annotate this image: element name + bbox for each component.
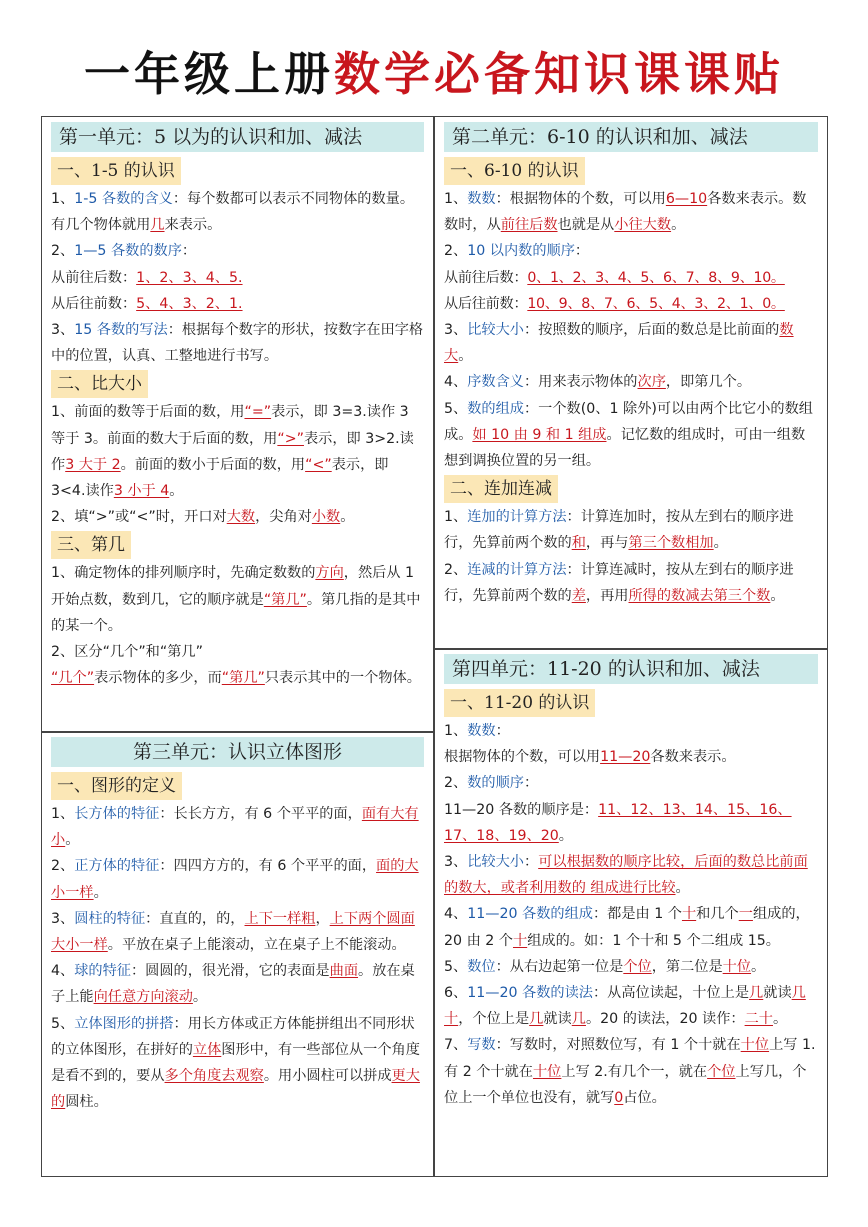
unit1-sec2-heading: 二、比大小 bbox=[51, 370, 148, 398]
unit1-item3: 3、15 各数的写法：根据每个数字的形状，按数字在田字格中的位置，认真、工整地进行书写。 bbox=[51, 322, 424, 365]
unit1-forward-count: 从前往后数：1、2、3、4、5. bbox=[51, 269, 243, 286]
unit3-panel bbox=[43, 733, 432, 1115]
unit2-add-chain: 1、连加的计算方法：计算连加时，按从左到右的顺序进行，先算前两个数的和，再与第三个数相加。 bbox=[444, 509, 794, 552]
unit4-item2: 2、数的顺序： bbox=[444, 775, 539, 792]
unit2-sub-chain: 2、连减的计算方法：计算连减时，按从左到右的顺序进行，先算前两个数的差，再用所得的数减去第三个数。 bbox=[444, 561, 794, 604]
unit1-order-1: 1、确定物体的排列顺序时，先确定数数的方向，然后从 1 开始点数，数到几，它的顺序就是“第几”。第几指的是其中的某一个。 bbox=[51, 565, 421, 634]
unit4-item6: 6、11—20 各数的读法：从高位读起，十位上是几就读几十，个位上是几就读几。20 的读法，20 读作：二十。 bbox=[444, 985, 806, 1028]
unit1-item1: 1、1-5 各数的含义：每个数都可以表示不同物体的数量。有几个物体就用几来表示。 bbox=[51, 191, 415, 234]
unit4-item7: 7、写数：写数时，对照数位写，有 1 个十就在十位上写 1.有 2 个十就在十位上写 2.有几个一，就在个位上写几，个位上一个单位也没有，就写0占位。 bbox=[444, 1037, 816, 1106]
unit1-order-2: 2、区分“几个”和“第几” bbox=[51, 644, 203, 661]
unit4-item1: 1、数数： bbox=[444, 723, 510, 739]
unit1-compare-2: 2、填“>”或“<”时，开口对大数，尖角对小数。 bbox=[51, 509, 355, 526]
unit3-cube: 2、正方体的特征：四四方方的，有 6 个平平的面，面的大小一样。 bbox=[51, 858, 419, 901]
unit4-sec1-heading: 一、11-20 的认识 bbox=[444, 689, 595, 717]
unit4-panel bbox=[436, 650, 826, 1111]
unit3-sec1-heading: 一、图形的定义 bbox=[51, 772, 182, 800]
unit3-cuboid: 1、长方体的特征：长长方方，有 6 个平平的面，面有大有小。 bbox=[51, 806, 419, 849]
unit1-backward-count: 从后往前数：5、4、3、2、1. bbox=[51, 295, 243, 312]
unit4-item1-text: 根据物体的个数，可以用11—20各数来表示。 bbox=[444, 749, 736, 766]
unit1-sec1-heading: 一、1-5 的认识 bbox=[51, 157, 181, 185]
unit3-assembly: 5、立体图形的拼搭：用长方体或正方体能拼组出不同形状的立体图形，在拼好的立体图形中，有一些部位从一个角度是看不到的，要从多个角度去观察。用小圆柱可以拼成更大的圆柱。 bbox=[51, 1015, 420, 1111]
unit2-item4: 4、序数含义：用来表示物体的次序，即第几个。 bbox=[444, 374, 752, 391]
unit1-compare-1: 1、前面的数等于后面的数，用“=”表示，即 3=3.读作 3 等于 3。前面的数大于后面的数，用“>”表示，即 3>2.读作3 大于 2。前面的数小于后面的数，用“<”表示，即 3<4.读作3 小于 4。 bbox=[51, 404, 414, 500]
unit2-forward-count: 从前往后数：0、1、2、3、4、5、6、7、8、9、10。 bbox=[444, 269, 785, 286]
title-part-black: 一年级上册 bbox=[84, 47, 334, 101]
unit3-sphere: 4、球的特征：圆圆的，很光滑，它的表面是曲面。放在桌子上能向任意方向滚动。 bbox=[51, 963, 415, 1006]
unit1-sec3-heading: 三、第几 bbox=[51, 531, 131, 559]
page-title bbox=[0, 38, 868, 104]
unit2-sec1-heading: 一、6-10 的认识 bbox=[444, 157, 585, 185]
unit2-sec2-heading: 二、连加连减 bbox=[444, 475, 558, 503]
unit4-item5: 5、数位：从右边起第一位是个位，第二位是十位。 bbox=[444, 958, 766, 975]
unit2-heading: 第二单元：6-10 的认识和加、减法 bbox=[444, 122, 818, 152]
unit2-item2: 2、10 以内数的顺序： bbox=[444, 243, 590, 260]
unit1-order-3: “几个”表示物体的多少，而“第几”只表示其中的一个物体。 bbox=[51, 670, 421, 687]
unit3-heading: 第三单元：认识立体图形 bbox=[51, 737, 424, 767]
unit4-item4: 4、11—20 各数的组成：都是由 1 个十和几个一组成的，20 由 2 个十组成的。如：1 个十和 5 个二组成 15。 bbox=[444, 906, 810, 949]
unit4-heading: 第四单元：11-20 的认识和加、减法 bbox=[444, 654, 818, 684]
unit3-cylinder: 3、圆柱的特征：直直的，的，上下一样粗，上下两个圆面大小一样。平放在桌子上能滚动，立在桌子上不能滚动。 bbox=[51, 910, 415, 954]
unit2-item1: 1、数数：根据物体的个数，可以用6—10各数来表示。数数时，从前往后数也就是从小往大数。 bbox=[444, 191, 807, 234]
column-divider bbox=[433, 116, 435, 1177]
unit2-backward-count: 从后往前数：10、9、8、7、6、5、4、3、2、1、0。 bbox=[444, 295, 785, 312]
unit1-panel bbox=[43, 118, 432, 691]
title-part-red: 数学必备知识课课贴 bbox=[334, 47, 784, 101]
unit2-item5: 5、数的组成：一个数(0、1 除外)可以由两个比它小的数组成。如 10 由 9 和 1 组成。记忆数的组成时，可由一组数想到调换位置的另一组。 bbox=[444, 400, 813, 470]
unit1-item2: 2、1—5 各数的数序： bbox=[51, 243, 197, 260]
unit2-item3: 3、比较大小：按照数的顺序，后面的数总是比前面的数大。 bbox=[444, 322, 794, 365]
unit4-item3: 3、比较大小：可以根据数的顺序比较，后面的数总比前面的数大，或者利用数的 组成进行比较。 bbox=[444, 854, 808, 897]
unit1-heading: 第一单元：5 以为的认识和加、减法 bbox=[51, 122, 424, 152]
unit2-panel bbox=[436, 118, 826, 609]
unit4-item2-text: 11—20 各数的顺序是：11、12、13、14、15、16、17、18、19、20。 bbox=[444, 801, 792, 844]
